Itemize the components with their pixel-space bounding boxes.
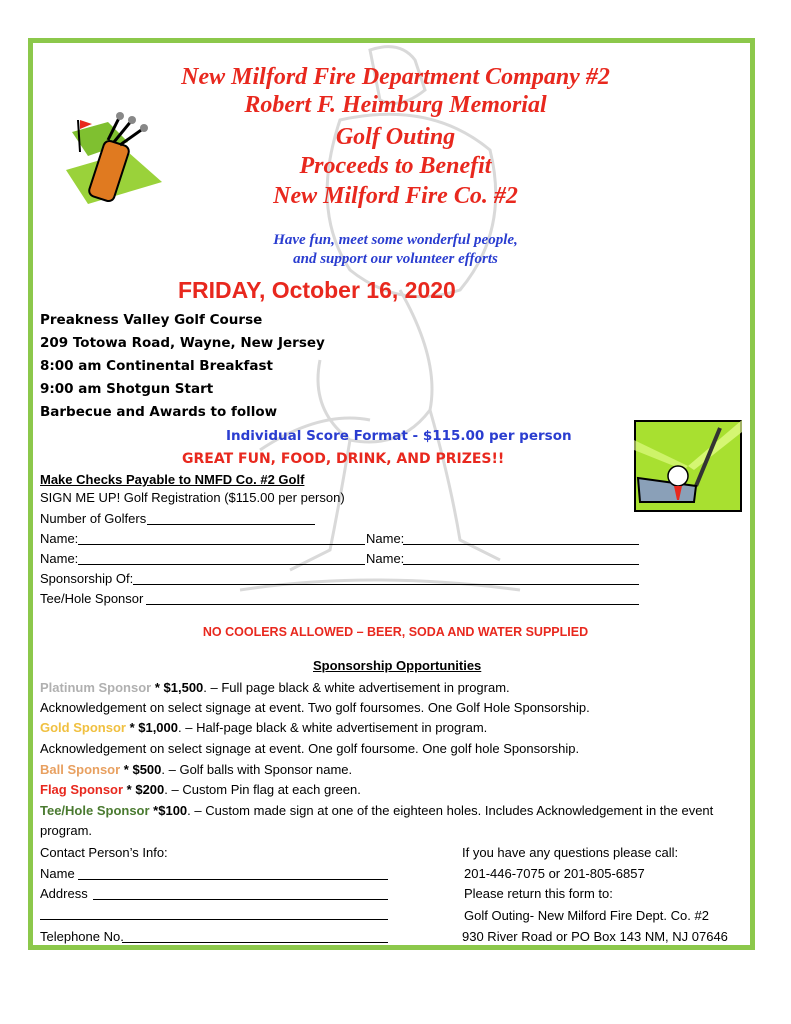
contact-name-label: Name (40, 866, 75, 881)
golf-ball-tee-icon (634, 420, 742, 512)
platinum-sponsor-name: Platinum Sponsor (40, 680, 152, 695)
ball-sponsor-name: Ball Sponsor (40, 762, 121, 777)
platinum-sponsor-price: * $1,500 (151, 680, 204, 695)
name-field-4[interactable] (403, 564, 639, 565)
title-line-2: Robert F. Heimburg Memorial (244, 92, 547, 118)
platinum-sponsor-desc: . – Full page black & white advertisement in program. (203, 680, 510, 695)
ball-sponsor-desc: . – Golf balls with Sponsor name. (161, 762, 353, 777)
format-line: Individual Score Format - $115.00 per person (226, 428, 572, 444)
event-date: FRIDAY, October 16, 2020 (178, 277, 456, 303)
no-coolers-notice: NO COOLERS ALLOWED – BEER, SODA AND WATER SUPPLIED (202, 625, 589, 639)
contact-name-field[interactable] (78, 879, 388, 880)
questions-phones: 201-446-7075 or 201-805-6857 (464, 866, 645, 881)
gold-sponsor-desc: . – Half-page black & white advertisement in program. (178, 720, 488, 735)
questions-line: If you have any questions please call: (462, 845, 679, 860)
number-of-golfers-label: Number of Golfers (40, 511, 147, 526)
contact-label: Contact Person’s Info: (40, 845, 168, 860)
tagline-line-1: Have fun, meet some wonderful people, (273, 232, 518, 248)
detail-barbecue: Barbecue and Awards to follow (40, 404, 278, 420)
detail-shotgun: 9:00 am Shotgun Start (40, 381, 214, 397)
name-field-1[interactable] (78, 544, 365, 545)
name-label-3: Name: (40, 551, 79, 566)
great-fun-line: GREAT FUN, FOOD, DRINK, AND PRIZES!! (182, 451, 505, 467)
detail-course: Preakness Valley Golf Course (40, 312, 263, 328)
name-label-4: Name: (366, 551, 405, 566)
detail-breakfast: 8:00 am Continental Breakfast (40, 358, 273, 374)
platinum-acknowledgement: Acknowledgement on select signage at event. Two golf foursomes. One Golf Hole Sponsorship. (40, 700, 590, 715)
contact-address-field[interactable] (93, 899, 388, 900)
name-field-3[interactable] (78, 564, 365, 565)
sponsorship-of-label: Sponsorship Of: (40, 571, 134, 586)
name-field-2[interactable] (403, 544, 639, 545)
tee-hole-sponsor-label: Tee/Hole Sponsor (40, 591, 144, 606)
platinum-sponsor-line (40, 680, 510, 695)
name-label-1: Name: (40, 531, 79, 546)
title-line-1: New Milford Fire Department Company #2 (181, 64, 610, 90)
contact-telephone-label: Telephone No. (40, 929, 124, 944)
ball-sponsor-line (40, 762, 352, 777)
gold-acknowledgement: Acknowledgement on select signage at event. One golf foursome. One golf hole Sponsorship. (40, 741, 580, 756)
flag-sponsor-desc: . – Custom Pin flag at each green. (164, 782, 361, 797)
contact-telephone-field[interactable] (122, 942, 388, 943)
contact-address-label: Address (40, 886, 88, 901)
return-org: Golf Outing- New Milford Fire Dept. Co. #2 (464, 908, 709, 923)
return-address: 930 River Road or PO Box 143 NM, NJ 07646 (462, 929, 728, 944)
sponsorship-heading: Sponsorship Opportunities (313, 658, 482, 673)
detail-address: 209 Totowa Road, Wayne, New Jersey (40, 335, 325, 351)
sign-me-up: SIGN ME UP! Golf Registration ($115.00 per person) (40, 490, 345, 505)
ball-sponsor-price: * $500 (120, 762, 162, 777)
gold-sponsor-line (40, 720, 487, 735)
title-line-5: New Milford Fire Co. #2 (273, 183, 518, 209)
gold-sponsor-name: Gold Sponsor (40, 720, 126, 735)
tee-sponsor-desc: . – Custom made sign at one of the eighteen holes. Includes Acknowledgement in the event (187, 803, 714, 818)
gold-sponsor-price: * $1,000 (125, 720, 178, 735)
checks-payable: Make Checks Payable to NMFD Co. #2 Golf (40, 472, 305, 487)
flag-sponsor-name: Flag Sponsor (40, 782, 124, 797)
return-form-line: Please return this form to: (464, 886, 613, 901)
contact-address-field-2[interactable] (40, 919, 388, 920)
number-of-golfers-field[interactable] (147, 524, 315, 525)
flag-sponsor-price: * $200 (123, 782, 165, 797)
sponsorship-of-field[interactable] (133, 584, 639, 585)
title-line-3: Golf Outing (335, 124, 456, 150)
title-line-4: Proceeds to Benefit (299, 153, 492, 179)
tee-sponsor-line (40, 803, 713, 818)
flag-sponsor-line (40, 782, 361, 797)
tagline-line-2: and support our volunteer efforts (293, 251, 498, 267)
tee-hole-sponsor-field[interactable] (146, 604, 639, 605)
tee-sponsor-price: *$100 (149, 803, 188, 818)
tee-sponsor-continued: program. (40, 823, 93, 838)
tee-sponsor-name: Tee/Hole Sponsor (40, 803, 150, 818)
name-label-2: Name: (366, 531, 405, 546)
